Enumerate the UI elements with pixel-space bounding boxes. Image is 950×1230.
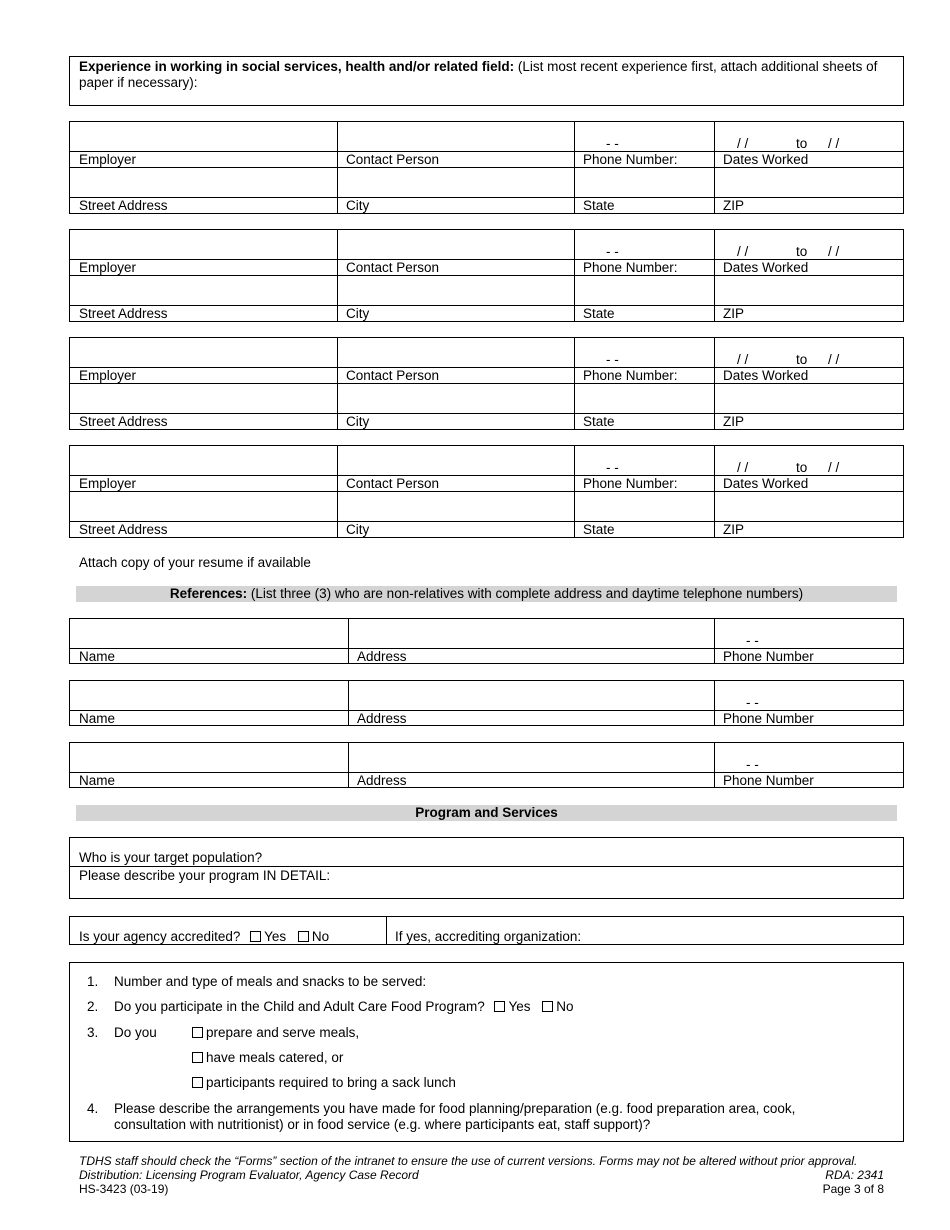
meal-option-prepare-checkbox[interactable] bbox=[192, 1027, 203, 1038]
zip-label: ZIP bbox=[723, 306, 745, 321]
meal-option-prepare-label: prepare and serve meals, bbox=[206, 1025, 360, 1040]
reference-address-input[interactable] bbox=[349, 743, 714, 772]
experience-heading-box bbox=[69, 56, 904, 106]
city-input[interactable] bbox=[338, 168, 574, 197]
state-input[interactable] bbox=[575, 384, 714, 413]
accredited-question bbox=[79, 929, 329, 944]
street-address-input[interactable] bbox=[70, 276, 337, 305]
footer-rda: RDA: 2341 bbox=[825, 1168, 884, 1182]
row-divider bbox=[70, 305, 903, 306]
meal-option-catered-label: have meals catered, or bbox=[206, 1050, 344, 1065]
reference-name-input[interactable] bbox=[70, 681, 348, 710]
employer-label: Employer bbox=[79, 152, 137, 167]
zip-input[interactable] bbox=[715, 492, 903, 521]
dates-until-mask[interactable]: / / bbox=[828, 136, 840, 151]
reference-address-input[interactable] bbox=[349, 619, 714, 648]
reference-name-input[interactable] bbox=[70, 619, 348, 648]
employment-block bbox=[69, 121, 904, 214]
cacfp-question bbox=[114, 999, 574, 1014]
state-label: State bbox=[583, 414, 615, 429]
column-divider bbox=[714, 743, 715, 787]
employer-label: Employer bbox=[79, 260, 137, 275]
state-label: State bbox=[583, 306, 615, 321]
reference-phone-label: Phone Number bbox=[723, 649, 814, 664]
employer-label: Employer bbox=[79, 476, 137, 491]
dates-to-label: to bbox=[796, 460, 808, 475]
phone-number-mask[interactable]: - - bbox=[606, 244, 619, 259]
row-divider bbox=[70, 521, 903, 522]
city-input[interactable] bbox=[338, 384, 574, 413]
dates-worked-label: Dates Worked bbox=[723, 476, 809, 491]
reference-address-label: Address bbox=[357, 711, 407, 726]
employer-input[interactable] bbox=[70, 122, 337, 151]
state-input[interactable] bbox=[575, 492, 714, 521]
employer-input[interactable] bbox=[70, 446, 337, 475]
street-address-input[interactable] bbox=[70, 384, 337, 413]
meals-box bbox=[69, 962, 904, 1142]
city-input[interactable] bbox=[338, 492, 574, 521]
references-heading-bold: References: bbox=[169, 586, 248, 601]
phone-number-mask[interactable]: - - bbox=[606, 460, 619, 475]
contact-person-label: Contact Person bbox=[346, 260, 440, 275]
employment-block bbox=[69, 337, 904, 430]
street-address-label: Street Address bbox=[79, 306, 168, 321]
reference-phone-mask[interactable]: - - bbox=[746, 757, 759, 772]
accredited-question-text: Is your agency accredited? bbox=[79, 929, 241, 944]
cacfp-no-label: No bbox=[556, 999, 574, 1014]
street-address-label: Street Address bbox=[79, 414, 168, 429]
reference-block bbox=[69, 618, 904, 664]
references-heading bbox=[76, 586, 897, 602]
footer-page-number: Page 3 of 8 bbox=[822, 1182, 884, 1196]
experience-heading-bold: Experience in working in social services, health and/or related field: bbox=[79, 59, 515, 74]
state-input[interactable] bbox=[575, 168, 714, 197]
contact-person-input[interactable] bbox=[338, 446, 574, 475]
zip-label: ZIP bbox=[723, 414, 745, 429]
zip-input[interactable] bbox=[715, 384, 903, 413]
employment-block bbox=[69, 445, 904, 538]
employer-input[interactable] bbox=[70, 338, 337, 367]
dates-until-mask[interactable]: / / bbox=[828, 460, 840, 475]
contact-person-input[interactable] bbox=[338, 122, 574, 151]
dates-worked-label: Dates Worked bbox=[723, 368, 809, 383]
reference-phone-mask[interactable]: - - bbox=[746, 695, 759, 710]
footer-distribution: Distribution: Licensing Program Evaluator, Agency Case Record bbox=[79, 1168, 419, 1182]
attach-resume-note: Attach copy of your resume if available bbox=[79, 555, 311, 570]
dates-from-mask[interactable]: / / bbox=[737, 136, 749, 151]
accreditation-box bbox=[69, 916, 904, 945]
reference-name-label: Name bbox=[79, 711, 116, 726]
employer-input[interactable] bbox=[70, 230, 337, 259]
reference-block bbox=[69, 742, 904, 788]
footer-notice: TDHS staff should check the “Forms” section of the intranet to ensure the use of current versions. Forms may not be altered without prior approval. bbox=[79, 1154, 858, 1168]
dates-from-mask[interactable]: / / bbox=[737, 460, 749, 475]
reference-address-label: Address bbox=[357, 649, 407, 664]
program-services-title: Program and Services bbox=[415, 805, 558, 820]
reference-address-input[interactable] bbox=[349, 681, 714, 710]
accredited-yes-label: Yes bbox=[264, 929, 287, 944]
dates-worked-label: Dates Worked bbox=[723, 260, 809, 275]
row-divider bbox=[70, 413, 903, 414]
meals-item-text: Do you bbox=[114, 1025, 157, 1040]
reference-block bbox=[69, 680, 904, 726]
meal-option-catered bbox=[192, 1050, 343, 1065]
reference-phone-label: Phone Number bbox=[723, 773, 814, 788]
program-detail-field[interactable]: Please describe your program IN DETAIL: bbox=[79, 868, 331, 883]
reference-phone-label: Phone Number bbox=[723, 711, 814, 726]
dates-to-label: to bbox=[796, 136, 808, 151]
meals-item-number: 3. bbox=[87, 1025, 99, 1040]
street-address-input[interactable] bbox=[70, 168, 337, 197]
accredited-no-checkbox[interactable] bbox=[298, 931, 309, 942]
program-description-box bbox=[69, 837, 904, 899]
dates-until-mask[interactable]: / / bbox=[828, 244, 840, 259]
contact-person-input[interactable] bbox=[338, 338, 574, 367]
meals-item-text: Please describe the arrangements you have made for food planning/preparation (e.g. food preparation area, cook, consultation with nutritionist) or in food service (e.g. where participants eat, staff support)? bbox=[114, 1101, 796, 1132]
employment-block bbox=[69, 229, 904, 322]
reference-phone-mask[interactable]: - - bbox=[746, 633, 759, 648]
accreditation-divider bbox=[386, 917, 387, 944]
accredited-yes-checkbox[interactable] bbox=[250, 931, 261, 942]
phone-number-label: Phone Number: bbox=[583, 368, 678, 383]
row-divider bbox=[70, 197, 903, 198]
city-label: City bbox=[346, 306, 370, 321]
dates-worked-label: Dates Worked bbox=[723, 152, 809, 167]
meals-item-number: 2. bbox=[87, 999, 99, 1014]
contact-person-label: Contact Person bbox=[346, 476, 440, 491]
meals-item-number: 4. bbox=[87, 1101, 99, 1116]
meal-option-catered-checkbox[interactable] bbox=[192, 1052, 203, 1063]
meal-option-sack-lunch-label: participants required to bring a sack lunch bbox=[206, 1075, 456, 1090]
reference-name-label: Name bbox=[79, 649, 116, 664]
contact-person-input[interactable] bbox=[338, 230, 574, 259]
reference-name-label: Name bbox=[79, 773, 116, 788]
contact-person-label: Contact Person bbox=[346, 368, 440, 383]
city-label: City bbox=[346, 522, 370, 537]
zip-label: ZIP bbox=[723, 198, 745, 213]
meal-option-prepare bbox=[192, 1025, 359, 1040]
meals-item-text: Number and type of meals and snacks to be served: bbox=[114, 974, 427, 989]
dates-to-label: to bbox=[796, 244, 808, 259]
street-address-input[interactable] bbox=[70, 492, 337, 521]
state-input[interactable] bbox=[575, 276, 714, 305]
column-divider bbox=[714, 681, 715, 725]
dates-to-label: to bbox=[796, 352, 808, 367]
footer-form-id: HS-3423 (03-19) bbox=[79, 1182, 169, 1196]
state-label: State bbox=[583, 198, 615, 213]
street-address-label: Street Address bbox=[79, 198, 168, 213]
phone-number-label: Phone Number: bbox=[583, 260, 678, 275]
zip-input[interactable] bbox=[715, 276, 903, 305]
references-heading-instructions: (List three (3) who are non-relatives with complete address and daytime telephone numbers) bbox=[247, 586, 804, 601]
reference-name-input[interactable] bbox=[70, 743, 348, 772]
phone-number-label: Phone Number: bbox=[583, 476, 678, 491]
accredited-no-label: No bbox=[311, 929, 330, 944]
state-label: State bbox=[583, 522, 615, 537]
dates-from-mask[interactable]: / / bbox=[737, 352, 749, 367]
zip-input[interactable] bbox=[715, 168, 903, 197]
accrediting-organization-field[interactable]: If yes, accrediting organization: bbox=[395, 929, 582, 944]
meal-option-sack-lunch bbox=[192, 1075, 456, 1090]
dates-until-mask[interactable]: / / bbox=[828, 352, 840, 367]
cacfp-yes-label: Yes bbox=[508, 999, 531, 1014]
employer-label: Employer bbox=[79, 368, 137, 383]
meals-item-number: 1. bbox=[87, 974, 99, 989]
program-services-heading bbox=[76, 805, 897, 821]
cacfp-yes-checkbox[interactable] bbox=[494, 1001, 505, 1012]
column-divider bbox=[714, 619, 715, 663]
cacfp-question-text: Do you participate in the Child and Adult Care Food Program? bbox=[114, 999, 485, 1014]
city-input[interactable] bbox=[338, 276, 574, 305]
contact-person-label: Contact Person bbox=[346, 152, 440, 167]
meal-option-sack-lunch-checkbox[interactable] bbox=[192, 1077, 203, 1088]
cacfp-no-checkbox[interactable] bbox=[542, 1001, 553, 1012]
phone-number-mask[interactable]: - - bbox=[606, 352, 619, 367]
dates-from-mask[interactable]: / / bbox=[737, 244, 749, 259]
phone-number-mask[interactable]: - - bbox=[606, 136, 619, 151]
city-label: City bbox=[346, 414, 370, 429]
zip-label: ZIP bbox=[723, 522, 745, 537]
experience-heading-instructions: (List most recent experience first, attach additional sheets of paper if necessary): bbox=[79, 59, 878, 90]
city-label: City bbox=[346, 198, 370, 213]
target-population-field[interactable]: Who is your target population? bbox=[79, 850, 263, 865]
reference-address-label: Address bbox=[357, 773, 407, 788]
program-divider bbox=[70, 866, 903, 867]
phone-number-label: Phone Number: bbox=[583, 152, 678, 167]
street-address-label: Street Address bbox=[79, 522, 168, 537]
